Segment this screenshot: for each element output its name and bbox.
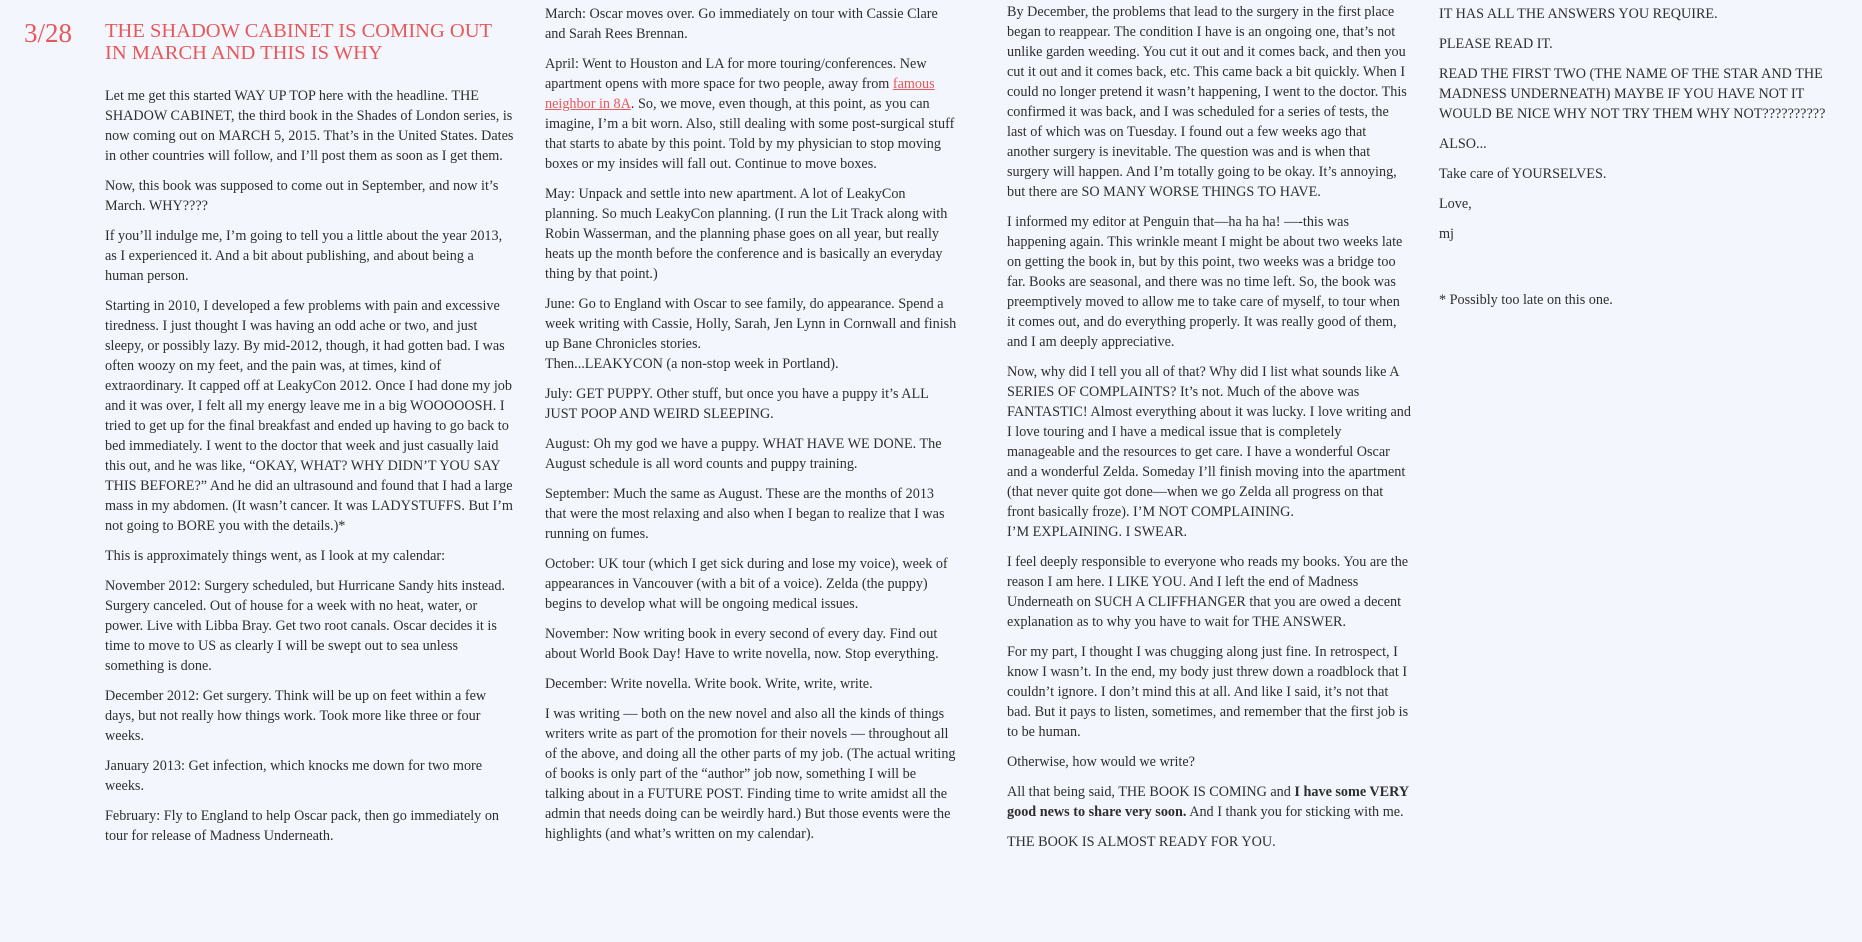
paragraph: September: Much the same as August. These are the months of 2013 that were the most relaxing and also when I began to realize that I was running on fumes. <box>545 486 945 542</box>
paragraph: Now, this book was supposed to come out in September, and now it’s March. WHY???? <box>105 178 499 214</box>
paragraph: By December, the problems that lead to the surgery in the first place began to reappear. The condition I have is an ongoing one, that’s not unlike garden weeding. You cut it out and it comes back, and then you cut it out and it comes back, etc. This came back a bit quickly. When I could no longer pretend it wasn’t happening, I went to the doctor. This confirmed it was back, and I was scheduled for a series of tests, the last of which was on Tuesday. I found out a few weeks ago that another surgery is inevitable. The question was and is when that surgery will happen. And I’m totally going to be okay. It’s annoying, but there are SO MANY WORSE THINGS TO HAVE. <box>1007 4 1407 200</box>
paragraph: May: Unpack and settle into new apartment. A lot of LeakyCon planning. So much LeakyCon planning. (I run the Lit Track along with Robin Wasserman, and the planning phase goes on all year, but really heats up the month before the conference and is basically an everyday thing by that point.) <box>545 186 948 282</box>
paragraph <box>545 294 957 374</box>
paragraph: Love, <box>1439 196 1472 212</box>
paragraph-text: June: Go to England with Oscar to see family, do appearance. Spend a week writing with Cassie, Holly, Sarah, Jen Lynn in Cornwall and finish up Bane Chronicles stories. <box>545 296 957 352</box>
paragraph-text: All that being said, THE BOOK IS COMING and <box>1007 784 1295 800</box>
post-date: 3/28 <box>24 18 73 48</box>
paragraph: February: Fly to England to help Oscar pack, then go immediately on tour for release of Madness Underneath. <box>105 808 500 844</box>
paragraph: Let me get this started WAY UP TOP here with the headline. THE SHADOW CABINET, the third book in the Shades of London series, is now coming out on MARCH 5, 2015. That’s in the United States. Dates in other countries will follow, and I’ll post them as soon as I get them. <box>105 88 514 164</box>
paragraph: Starting in 2010, I developed a few problems with pain and excessive tiredness. I just thought I was having an odd ache or two, and just sleepy, or possibly lazy. By mid-2012, though, it had gotten bad. I was often woozy on my feet, and the pain was, at times, kind of extraordinary. It capped off at LeakyCon 2012. Once I had done my job and it was over, I felt all my energy leave me in a big WOOOOOSH. I tried to get up for the final breakfast and ended up having to go back to bed immediately. I went to the doctor that week and just casually laid this out, and he was like, “OKAY, WHAT? WHY DIDN’T YOU SAY THIS BEFORE?” And he did an ultrasound and found that I had a large mass in my abdomen. (It wasn’t cancer. It was LADYSTUFFS. But I’m not going to BORE you with the details.)* <box>105 298 513 534</box>
paragraph: Take care of YOURSELVES. <box>1439 166 1607 182</box>
famous-neighbor-link[interactable]: famous neighbor in 8A <box>545 76 935 112</box>
paragraph: October: UK tour (which I get sick during and lose my voice), week of appearances in Vancouver (with a bit of a voice). Zelda (the puppy) begins to develop what will be ongoing medical issues. <box>545 556 948 612</box>
paragraph: ALSO... <box>1439 136 1487 152</box>
paragraph: Otherwise, how would we write? <box>1007 754 1195 770</box>
paragraph: READ THE FIRST TWO (THE NAME OF THE STAR AND THE MADNESS UNDERNEATH) MAYBE IF YOU HAVE NOT IT WOULD BE NICE WHY NOT TRY THEM WHY NOT?????????? <box>1439 66 1826 122</box>
post-title[interactable]: THE SHADOW CABINET IS COMING OUT IN MARCH AND THIS IS WHY <box>105 20 492 64</box>
paragraph-text: . So, we move, even though, at this point, as you can imagine, I’m a bit worn. Also, still dealing with some post-surgical stuff that starts to abate by this point. Told by my physician to stop moving boxes or my insides will fall out. Continue to move boxes. <box>545 96 955 172</box>
paragraph: I was writing — both on the new novel and also all the kinds of things writers write as part of the promotion for their novels — throughout all of the above, and doing all the other parts of my job. (The actual writing of books is only part of the “author” job now, something I will be talking about in a FUTURE POST. Finding time to write amidst all the admin that needs doing can be weirdly hard.) But those events were the highlights (and what’s written on my calendar). <box>545 706 956 842</box>
paragraph: This is approximately things went, as I look at my calendar: <box>105 548 446 564</box>
column-3 <box>1007 2 1411 862</box>
column-4 <box>1439 4 1849 320</box>
paragraph: January 2013: Get infection, which knocks me down for two more weeks. <box>105 758 483 794</box>
signature: mj <box>1439 226 1454 242</box>
paragraph: PLEASE READ IT. <box>1439 36 1553 52</box>
paragraph: I feel deeply responsible to everyone who reads my books. You are the reason I am here. I LIKE YOU. And I left the end of Madness Underneath on SUCH A CLIFFHANGER that you are owed a decent explanation as to why you have to wait for THE ANSWER. <box>1007 554 1409 630</box>
paragraph: March: Oscar moves over. Go immediately on tour with Cassie Clare and Sarah Rees Brennan. <box>545 6 938 42</box>
paragraph: THE BOOK IS ALMOST READY FOR YOU. <box>1007 834 1276 850</box>
paragraph <box>1007 782 1411 822</box>
paragraph: I informed my editor at Penguin that—ha ha ha! —-this was happening again. This wrinkle meant I might be about two weeks late on getting the book in, but by this point, two weeks was a bridge too far. Books are seasonal, and there was no time left. So, the book was preemptively moved to allow me to take care of myself, to tour when it comes out, and do everything properly. It was really good of them, and I am deeply appreciative. <box>1007 214 1403 350</box>
paragraph-text: I’M EXPLAINING. I SWEAR. <box>1007 524 1188 540</box>
footnote: * Possibly too late on this one. <box>1439 292 1613 308</box>
column-1 <box>105 0 515 856</box>
paragraph: December 2012: Get surgery. Think will be up on feet within a few days, but not really how things work. Took more like three or four weeks. <box>105 688 487 744</box>
paragraph: November: Now writing book in every second of every day. Find out about World Book Day! Have to write novella, now. Stop everything. <box>545 626 939 662</box>
paragraph: July: GET PUPPY. Other stuff, but once you have a puppy it’s ALL JUST POOP AND WEIRD SLEEPING. <box>545 386 929 422</box>
paragraph-text: Now, why did I tell you all of that? Why did I list what sounds like A SERIES OF COMPLAINTS? It’s not. Much of the above was FANTASTIC! Almost everything about it was lucky. I love writing and I love touring and I have a medical issue that is completely manageable and the resources to get care. I have a wonderful Oscar and a wonderful Zelda. Someday I’ll finish moving into the apartment (that never quite got done—when we go Zelda all progress on that front basically froze). I’M NOT COMPLAINING. <box>1007 364 1411 520</box>
spacer <box>1439 254 1849 290</box>
paragraph: November 2012: Surgery scheduled, but Hurricane Sandy hits instead. Surgery canceled. Out of house for a week with no heat, water, or power. Live with Libba Bray. Get two root canals. Oscar decides it is time to move to US as clearly I will be swept out to sea unless something is done. <box>105 578 506 674</box>
paragraph: If you’ll indulge me, I’m going to tell you a little about the year 2013, as I experienced it. And a bit about publishing, and about being a human person. <box>105 228 503 284</box>
paragraph: IT HAS ALL THE ANSWERS YOU REQUIRE. <box>1439 6 1718 22</box>
paragraph-text: And I thank you for sticking with me. <box>1186 804 1404 820</box>
paragraph: December: Write novella. Write book. Write, write, write. <box>545 676 873 692</box>
paragraph: August: Oh my god we have a puppy. WHAT HAVE WE DONE. The August schedule is all word counts and puppy training. <box>545 436 942 472</box>
paragraph-text: April: Went to Houston and LA for more touring/conferences. New apartment opens with more space for two people, away from <box>545 56 927 92</box>
paragraph-text: Then...LEAKYCON (a non-stop week in Portland). <box>545 356 839 372</box>
paragraph <box>545 54 957 174</box>
paragraph <box>1007 362 1411 542</box>
column-2 <box>545 4 957 854</box>
paragraph: For my part, I thought I was chugging along just fine. In retrospect, I know I wasn’t. In the end, my body just threw down a roadblock that I couldn’t ignore. I don’t mind this at all. And like I said, it’s not that bad. But it pays to listen, sometimes, and remember that the first job is to be human. <box>1007 644 1409 740</box>
bold-text: I have some VERY good news to share very soon. <box>1007 784 1409 820</box>
